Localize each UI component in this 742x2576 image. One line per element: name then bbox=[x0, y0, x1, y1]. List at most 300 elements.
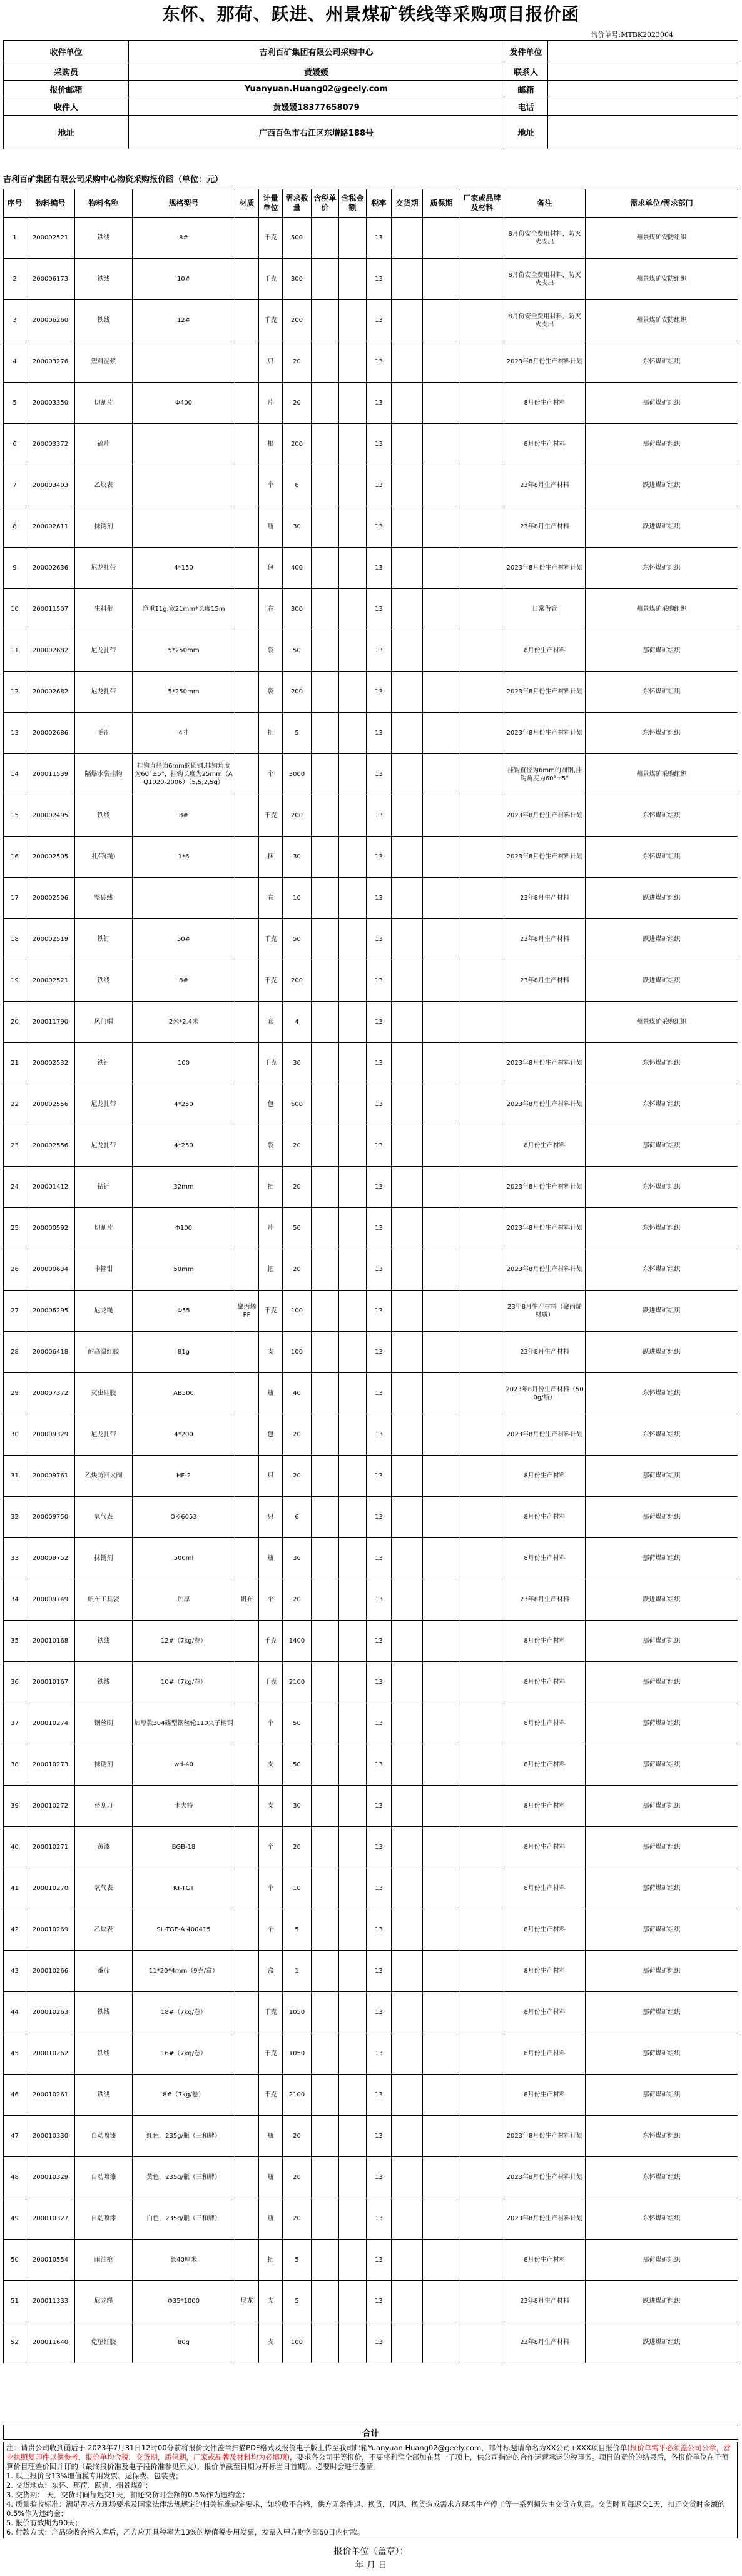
cell-brand[interactable] bbox=[460, 1084, 504, 1125]
cell-warranty[interactable] bbox=[423, 2281, 460, 2322]
cell-delivery[interactable] bbox=[392, 300, 423, 341]
cell-amount[interactable] bbox=[339, 548, 367, 589]
cell-delivery[interactable] bbox=[392, 341, 423, 383]
cell-delivery[interactable] bbox=[392, 1084, 423, 1125]
cell-price[interactable] bbox=[312, 1538, 339, 1579]
cell-warranty[interactable] bbox=[423, 1538, 460, 1579]
cell-brand[interactable] bbox=[460, 2240, 504, 2281]
cell-delivery[interactable] bbox=[392, 837, 423, 878]
cell-brand[interactable] bbox=[460, 341, 504, 383]
cell-price[interactable] bbox=[312, 1497, 339, 1538]
cell-brand[interactable] bbox=[460, 795, 504, 837]
cell-warranty[interactable] bbox=[423, 754, 460, 795]
cell-warranty[interactable] bbox=[423, 837, 460, 878]
cell-warranty[interactable] bbox=[423, 2033, 460, 2075]
cell-amount[interactable] bbox=[339, 589, 367, 630]
cell-amount[interactable] bbox=[339, 1868, 367, 1909]
cell-price[interactable] bbox=[312, 1084, 339, 1125]
cell-delivery[interactable] bbox=[392, 1909, 423, 1951]
cell-price[interactable] bbox=[312, 300, 339, 341]
cell-warranty[interactable] bbox=[423, 672, 460, 713]
cell-brand[interactable] bbox=[460, 1538, 504, 1579]
reply-address-field[interactable] bbox=[548, 116, 738, 149]
cell-brand[interactable] bbox=[460, 2198, 504, 2240]
cell-amount[interactable] bbox=[339, 2322, 367, 2363]
cell-brand[interactable] bbox=[460, 2075, 504, 2116]
cell-warranty[interactable] bbox=[423, 1621, 460, 1662]
cell-price[interactable] bbox=[312, 1043, 339, 1084]
cell-warranty[interactable] bbox=[423, 1909, 460, 1951]
cell-delivery[interactable] bbox=[392, 589, 423, 630]
cell-unit: 片 bbox=[259, 383, 283, 424]
cell-price[interactable] bbox=[312, 2033, 339, 2075]
cell-delivery[interactable] bbox=[392, 754, 423, 795]
cell-price[interactable] bbox=[312, 1744, 339, 1786]
cell-amount[interactable] bbox=[339, 2240, 367, 2281]
cell-price[interactable] bbox=[312, 960, 339, 1002]
cell-delivery[interactable] bbox=[392, 1951, 423, 1992]
cell-amount[interactable] bbox=[339, 919, 367, 960]
cell-warranty[interactable] bbox=[423, 1332, 460, 1373]
cell-no: 22 bbox=[4, 1084, 26, 1125]
cell-delivery[interactable] bbox=[392, 878, 423, 919]
cell-warranty[interactable] bbox=[423, 506, 460, 548]
cell-warranty[interactable] bbox=[423, 341, 460, 383]
cell-delivery[interactable] bbox=[392, 2240, 423, 2281]
cell-amount[interactable] bbox=[339, 1208, 367, 1249]
cell-price[interactable] bbox=[312, 548, 339, 589]
cell-warranty[interactable] bbox=[423, 424, 460, 465]
cell-amount[interactable] bbox=[339, 1621, 367, 1662]
cell-warranty[interactable] bbox=[423, 1249, 460, 1291]
cell-brand[interactable] bbox=[460, 1167, 504, 1208]
cell-delivery[interactable] bbox=[392, 2116, 423, 2157]
cell-price[interactable] bbox=[312, 1662, 339, 1703]
cell-delivery[interactable] bbox=[392, 1662, 423, 1703]
cell-warranty[interactable] bbox=[423, 795, 460, 837]
cell-brand[interactable] bbox=[460, 1043, 504, 1084]
cell-price[interactable] bbox=[312, 2198, 339, 2240]
cell-unit: 个 bbox=[259, 1827, 283, 1868]
cell-brand[interactable] bbox=[460, 424, 504, 465]
cell-tax: 13 bbox=[367, 259, 392, 300]
cell-price[interactable] bbox=[312, 341, 339, 383]
cell-delivery[interactable] bbox=[392, 795, 423, 837]
cell-brand[interactable] bbox=[460, 218, 504, 259]
cell-amount[interactable] bbox=[339, 506, 367, 548]
cell-brand[interactable] bbox=[460, 1249, 504, 1291]
cell-amount[interactable] bbox=[339, 2116, 367, 2157]
cell-delivery[interactable] bbox=[392, 1827, 423, 1868]
cell-note: 2023年8月份生产材料（500g/瓶） bbox=[504, 1373, 586, 1414]
cell-delivery[interactable] bbox=[392, 1043, 423, 1084]
cell-delivery[interactable] bbox=[392, 218, 423, 259]
table-row bbox=[4, 878, 738, 919]
cell-delivery[interactable] bbox=[392, 465, 423, 506]
cell-brand[interactable] bbox=[460, 837, 504, 878]
cell-price[interactable] bbox=[312, 1167, 339, 1208]
mail-field[interactable] bbox=[548, 81, 738, 98]
cell-amount[interactable] bbox=[339, 2157, 367, 2198]
column-header: 序号 bbox=[4, 189, 26, 218]
cell-amount[interactable] bbox=[339, 1249, 367, 1291]
cell-amount[interactable] bbox=[339, 630, 367, 672]
cell-amount[interactable] bbox=[339, 2281, 367, 2322]
cell-price[interactable] bbox=[312, 672, 339, 713]
cell-price[interactable] bbox=[312, 2322, 339, 2363]
cell-brand[interactable] bbox=[460, 754, 504, 795]
cell-brand[interactable] bbox=[460, 1662, 504, 1703]
cell-delivery[interactable] bbox=[392, 2322, 423, 2363]
cell-amount[interactable] bbox=[339, 1291, 367, 1332]
cell-amount[interactable] bbox=[339, 672, 367, 713]
cell-price[interactable] bbox=[312, 1868, 339, 1909]
cell-amount[interactable] bbox=[339, 1373, 367, 1414]
cell-brand[interactable] bbox=[460, 1332, 504, 1373]
cell-note: 8月份生产材料 bbox=[504, 630, 586, 672]
cell-code: 200000592 bbox=[26, 1208, 75, 1249]
cell-price[interactable] bbox=[312, 1002, 339, 1043]
cell-name: 免垫红胶 bbox=[75, 2322, 133, 2363]
cell-amount[interactable] bbox=[339, 2198, 367, 2240]
table-row bbox=[4, 1703, 738, 1744]
cell-brand[interactable] bbox=[460, 960, 504, 1002]
cell-warranty[interactable] bbox=[423, 548, 460, 589]
cell-brand[interactable] bbox=[460, 1291, 504, 1332]
cell-brand[interactable] bbox=[460, 1456, 504, 1497]
cell-price[interactable] bbox=[312, 1621, 339, 1662]
cell-amount[interactable] bbox=[339, 1662, 367, 1703]
cell-delivery[interactable] bbox=[392, 1291, 423, 1332]
cell-brand[interactable] bbox=[460, 1497, 504, 1538]
contact-field[interactable] bbox=[548, 63, 738, 81]
cell-price[interactable] bbox=[312, 1373, 339, 1414]
cell-delivery[interactable] bbox=[392, 960, 423, 1002]
cell-amount[interactable] bbox=[339, 218, 367, 259]
cell-price[interactable] bbox=[312, 2116, 339, 2157]
cell-brand[interactable] bbox=[460, 548, 504, 589]
cell-price[interactable] bbox=[312, 1992, 339, 2033]
cell-qty: 20 bbox=[283, 2116, 312, 2157]
cell-amount[interactable] bbox=[339, 1084, 367, 1125]
sender-unit-field[interactable] bbox=[548, 41, 738, 63]
cell-dept: 州景煤矿采购组织 bbox=[586, 589, 738, 630]
cell-brand[interactable] bbox=[460, 1579, 504, 1621]
cell-delivery[interactable] bbox=[392, 1786, 423, 1827]
cell-unit: 把 bbox=[259, 713, 283, 754]
cell-warranty[interactable] bbox=[423, 1043, 460, 1084]
cell-amount[interactable] bbox=[339, 795, 367, 837]
cell-price[interactable] bbox=[312, 218, 339, 259]
cell-delivery[interactable] bbox=[392, 1703, 423, 1744]
cell-amount[interactable] bbox=[339, 1456, 367, 1497]
cell-delivery[interactable] bbox=[392, 2281, 423, 2322]
cell-brand[interactable] bbox=[460, 1002, 504, 1043]
cell-delivery[interactable] bbox=[392, 1414, 423, 1456]
cell-delivery[interactable] bbox=[392, 548, 423, 589]
cell-amount[interactable] bbox=[339, 1043, 367, 1084]
cell-delivery[interactable] bbox=[392, 1125, 423, 1167]
cell-delivery[interactable] bbox=[392, 2033, 423, 2075]
cell-amount[interactable] bbox=[339, 1909, 367, 1951]
cell-delivery[interactable] bbox=[392, 383, 423, 424]
cell-warranty[interactable] bbox=[423, 2116, 460, 2157]
cell-warranty[interactable] bbox=[423, 1125, 460, 1167]
cell-price[interactable] bbox=[312, 1291, 339, 1332]
cell-price[interactable] bbox=[312, 878, 339, 919]
cell-price[interactable] bbox=[312, 754, 339, 795]
cell-warranty[interactable] bbox=[423, 1868, 460, 1909]
cell-brand[interactable] bbox=[460, 383, 504, 424]
cell-warranty[interactable] bbox=[423, 960, 460, 1002]
cell-warranty[interactable] bbox=[423, 2322, 460, 2363]
cell-brand[interactable] bbox=[460, 589, 504, 630]
cell-amount[interactable] bbox=[339, 754, 367, 795]
cell-amount[interactable] bbox=[339, 465, 367, 506]
cell-delivery[interactable] bbox=[392, 2075, 423, 2116]
cell-dept: 那荷煤矿组织 bbox=[586, 1456, 738, 1497]
cell-delivery[interactable] bbox=[392, 1868, 423, 1909]
cell-warranty[interactable] bbox=[423, 1414, 460, 1456]
cell-amount[interactable] bbox=[339, 1125, 367, 1167]
cell-amount[interactable] bbox=[339, 1951, 367, 1992]
cell-price[interactable] bbox=[312, 1579, 339, 1621]
cell-unit: 瓶 bbox=[259, 1373, 283, 1414]
cell-tax: 13 bbox=[367, 1125, 392, 1167]
cell-warranty[interactable] bbox=[423, 1167, 460, 1208]
cell-amount[interactable] bbox=[339, 1002, 367, 1043]
cell-mat bbox=[235, 383, 259, 424]
cell-delivery[interactable] bbox=[392, 506, 423, 548]
cell-price[interactable] bbox=[312, 630, 339, 672]
cell-code: 200010274 bbox=[26, 1703, 75, 1744]
cell-warranty[interactable] bbox=[423, 1992, 460, 2033]
cell-brand[interactable] bbox=[460, 1744, 504, 1786]
cell-dept: 跃进煤矿组织 bbox=[586, 1579, 738, 1621]
cell-brand[interactable] bbox=[460, 1951, 504, 1992]
cell-warranty[interactable] bbox=[423, 1786, 460, 1827]
cell-warranty[interactable] bbox=[423, 300, 460, 341]
cell-amount[interactable] bbox=[339, 1992, 367, 2033]
cell-brand[interactable] bbox=[460, 1621, 504, 1662]
cell-price[interactable] bbox=[312, 465, 339, 506]
cell-amount[interactable] bbox=[339, 2033, 367, 2075]
cell-warranty[interactable] bbox=[423, 1456, 460, 1497]
cell-amount[interactable] bbox=[339, 1579, 367, 1621]
cell-price[interactable] bbox=[312, 589, 339, 630]
cell-warranty[interactable] bbox=[423, 218, 460, 259]
cell-warranty[interactable] bbox=[423, 630, 460, 672]
cell-warranty[interactable] bbox=[423, 1208, 460, 1249]
cell-brand[interactable] bbox=[460, 1786, 504, 1827]
cell-warranty[interactable] bbox=[423, 1084, 460, 1125]
cell-brand[interactable] bbox=[460, 630, 504, 672]
cell-brand[interactable] bbox=[460, 672, 504, 713]
cell-delivery[interactable] bbox=[392, 672, 423, 713]
cell-brand[interactable] bbox=[460, 259, 504, 300]
cell-delivery[interactable] bbox=[392, 1249, 423, 1291]
cell-brand[interactable] bbox=[460, 1868, 504, 1909]
cell-brand[interactable] bbox=[460, 1909, 504, 1951]
cell-price[interactable] bbox=[312, 2075, 339, 2116]
email-label: 报价邮箱 bbox=[4, 81, 129, 98]
cell-amount[interactable] bbox=[339, 1167, 367, 1208]
cell-qty: 20 bbox=[283, 1249, 312, 1291]
cell-price[interactable] bbox=[312, 1208, 339, 1249]
cell-warranty[interactable] bbox=[423, 1002, 460, 1043]
cell-warranty[interactable] bbox=[423, 2198, 460, 2240]
cell-amount[interactable] bbox=[339, 1744, 367, 1786]
cell-brand[interactable] bbox=[460, 2281, 504, 2322]
cell-amount[interactable] bbox=[339, 300, 367, 341]
cell-amount[interactable] bbox=[339, 259, 367, 300]
cell-warranty[interactable] bbox=[423, 259, 460, 300]
cell-brand[interactable] bbox=[460, 919, 504, 960]
cell-amount[interactable] bbox=[339, 713, 367, 754]
cell-delivery[interactable] bbox=[392, 2198, 423, 2240]
cell-delivery[interactable] bbox=[392, 1167, 423, 1208]
cell-warranty[interactable] bbox=[423, 1579, 460, 1621]
cell-price[interactable] bbox=[312, 1332, 339, 1373]
cell-warranty[interactable] bbox=[423, 2157, 460, 2198]
cell-brand[interactable] bbox=[460, 713, 504, 754]
cell-unit: 千克 bbox=[259, 1291, 283, 1332]
cell-price[interactable] bbox=[312, 837, 339, 878]
cell-brand[interactable] bbox=[460, 2157, 504, 2198]
cell-price[interactable] bbox=[312, 795, 339, 837]
cell-amount[interactable] bbox=[339, 960, 367, 1002]
cell-warranty[interactable] bbox=[423, 1291, 460, 1332]
cell-price[interactable] bbox=[312, 1456, 339, 1497]
cell-price[interactable] bbox=[312, 1414, 339, 1456]
cell-price[interactable] bbox=[312, 1249, 339, 1291]
cell-warranty[interactable] bbox=[423, 2240, 460, 2281]
cell-price[interactable] bbox=[312, 1909, 339, 1951]
cell-brand[interactable] bbox=[460, 465, 504, 506]
cell-brand[interactable] bbox=[460, 878, 504, 919]
cell-brand[interactable] bbox=[460, 2033, 504, 2075]
cell-unit: 包 bbox=[259, 548, 283, 589]
cell-amount[interactable] bbox=[339, 1827, 367, 1868]
cell-delivery[interactable] bbox=[392, 630, 423, 672]
cell-delivery[interactable] bbox=[392, 713, 423, 754]
cell-delivery[interactable] bbox=[392, 1002, 423, 1043]
cell-brand[interactable] bbox=[460, 1414, 504, 1456]
cell-warranty[interactable] bbox=[423, 1703, 460, 1744]
cell-warranty[interactable] bbox=[423, 713, 460, 754]
cell-price[interactable] bbox=[312, 1786, 339, 1827]
phone-field[interactable] bbox=[548, 98, 738, 116]
cell-price[interactable] bbox=[312, 424, 339, 465]
cell-brand[interactable] bbox=[460, 300, 504, 341]
cell-brand[interactable] bbox=[460, 1827, 504, 1868]
cell-delivery[interactable] bbox=[392, 1456, 423, 1497]
cell-delivery[interactable] bbox=[392, 1373, 423, 1414]
cell-price[interactable] bbox=[312, 1951, 339, 1992]
cell-delivery[interactable] bbox=[392, 1579, 423, 1621]
cell-warranty[interactable] bbox=[423, 1662, 460, 1703]
cell-delivery[interactable] bbox=[392, 1208, 423, 1249]
cell-brand[interactable] bbox=[460, 506, 504, 548]
cell-price[interactable] bbox=[312, 2240, 339, 2281]
cell-amount[interactable] bbox=[339, 2075, 367, 2116]
cell-price[interactable] bbox=[312, 919, 339, 960]
cell-warranty[interactable] bbox=[423, 1951, 460, 1992]
table-row bbox=[4, 1332, 738, 1373]
cell-warranty[interactable] bbox=[423, 1744, 460, 1786]
cell-delivery[interactable] bbox=[392, 1744, 423, 1786]
cell-amount[interactable] bbox=[339, 383, 367, 424]
cell-delivery[interactable] bbox=[392, 1332, 423, 1373]
cell-delivery[interactable] bbox=[392, 259, 423, 300]
cell-tax: 13 bbox=[367, 1579, 392, 1621]
cell-delivery[interactable] bbox=[392, 424, 423, 465]
cell-amount[interactable] bbox=[339, 1414, 367, 1456]
cell-brand[interactable] bbox=[460, 1208, 504, 1249]
cell-amount[interactable] bbox=[339, 424, 367, 465]
cell-warranty[interactable] bbox=[423, 878, 460, 919]
cell-dept: 那荷煤矿组织 bbox=[586, 2033, 738, 2075]
cell-qty: 1400 bbox=[283, 1621, 312, 1662]
cell-brand[interactable] bbox=[460, 2322, 504, 2363]
cell-amount[interactable] bbox=[339, 1332, 367, 1373]
cell-amount[interactable] bbox=[339, 878, 367, 919]
cell-warranty[interactable] bbox=[423, 1827, 460, 1868]
cell-warranty[interactable] bbox=[423, 589, 460, 630]
cell-price[interactable] bbox=[312, 2157, 339, 2198]
cell-delivery[interactable] bbox=[392, 1992, 423, 2033]
cell-price[interactable] bbox=[312, 2281, 339, 2322]
cell-price[interactable] bbox=[312, 1125, 339, 1167]
cell-warranty[interactable] bbox=[423, 1497, 460, 1538]
cell-amount[interactable] bbox=[339, 1538, 367, 1579]
cell-price[interactable] bbox=[312, 506, 339, 548]
cell-delivery[interactable] bbox=[392, 919, 423, 960]
cell-price[interactable] bbox=[312, 713, 339, 754]
cell-price[interactable] bbox=[312, 1703, 339, 1744]
cell-delivery[interactable] bbox=[392, 2157, 423, 2198]
cell-brand[interactable] bbox=[460, 1703, 504, 1744]
cell-delivery[interactable] bbox=[392, 1538, 423, 1579]
cell-price[interactable] bbox=[312, 383, 339, 424]
cell-mat bbox=[235, 754, 259, 795]
cell-amount[interactable] bbox=[339, 837, 367, 878]
cell-amount[interactable] bbox=[339, 1703, 367, 1744]
cell-amount[interactable] bbox=[339, 1786, 367, 1827]
cell-price[interactable] bbox=[312, 1827, 339, 1868]
cell-warranty[interactable] bbox=[423, 919, 460, 960]
cell-brand[interactable] bbox=[460, 1992, 504, 2033]
cell-brand[interactable] bbox=[460, 2116, 504, 2157]
cell-price[interactable] bbox=[312, 259, 339, 300]
cell-spec: 净重11g,宽21mm*长度15m bbox=[133, 589, 235, 630]
cell-amount[interactable] bbox=[339, 341, 367, 383]
cell-dept: 跃进煤矿组织 bbox=[586, 878, 738, 919]
cell-brand[interactable] bbox=[460, 1373, 504, 1414]
cell-delivery[interactable] bbox=[392, 1497, 423, 1538]
cell-amount[interactable] bbox=[339, 1497, 367, 1538]
cell-mat bbox=[235, 1249, 259, 1291]
cell-brand[interactable] bbox=[460, 1125, 504, 1167]
cell-warranty[interactable] bbox=[423, 383, 460, 424]
cell-warranty[interactable] bbox=[423, 465, 460, 506]
cell-dept: 那荷煤矿组织 bbox=[586, 2240, 738, 2281]
cell-warranty[interactable] bbox=[423, 2075, 460, 2116]
cell-warranty[interactable] bbox=[423, 1373, 460, 1414]
cell-name: 整砖线 bbox=[75, 878, 133, 919]
cell-delivery[interactable] bbox=[392, 1621, 423, 1662]
cell-qty: 20 bbox=[283, 2198, 312, 2240]
